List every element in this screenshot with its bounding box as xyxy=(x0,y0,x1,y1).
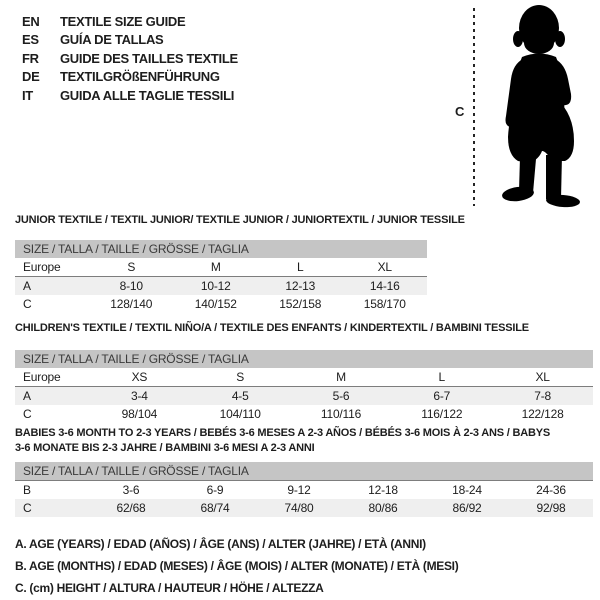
guide-title: GUIDA ALLE TAGLIE TESSILI xyxy=(60,87,235,103)
table-cell: S xyxy=(89,258,174,277)
table-cell: 3-6 xyxy=(122,483,140,497)
row-label: C xyxy=(15,499,89,517)
table-cell: 128/140 xyxy=(110,297,153,311)
table-cell: 116/122 xyxy=(421,407,463,421)
babies-section-title: BABIES 3-6 MONTH TO 2-3 YEARS / BEBÉS 3-6 MESES A 2-3 AÑOS / BÉBÉS 3-6 MOIS À 2-3 ANS / BABYS 3-6 MONATE BIS 2-3 JAHRE / BAMBINI 3-6 MESI A 2-3 ANNI xyxy=(15,427,550,454)
table-cell: 104/110 xyxy=(219,407,261,421)
children-section-title: CHILDREN'S TEXTILE / TEXTIL NIÑO/A / TEXTILE DES ENFANTS / KINDERTEXTIL / BAMBINI TESSILE xyxy=(15,322,529,334)
height-measure-label: C xyxy=(455,104,465,119)
table-cell: 18-24 xyxy=(452,483,482,497)
table-cell: 92/98 xyxy=(509,499,593,517)
guide-title: GUÍA DE TALLAS xyxy=(60,32,164,48)
table-cell: 10-12 xyxy=(174,277,259,296)
table-cell: 14-16 xyxy=(343,277,428,296)
size-header-row xyxy=(15,350,593,368)
table-cell: 152/158 xyxy=(279,297,322,311)
table-row-height xyxy=(15,295,427,313)
junior-size-table xyxy=(15,240,427,313)
table-cell: 74/80 xyxy=(257,499,341,517)
row-label: C xyxy=(23,297,32,311)
table-cell: XL xyxy=(492,368,593,387)
row-label: Europe xyxy=(15,368,89,387)
table-cell: XL xyxy=(343,258,428,277)
junior-section-title: JUNIOR TEXTILE / TEXTIL JUNIOR/ TEXTILE JUNIOR / JUNIORTEXTIL / JUNIOR TESSILE xyxy=(15,214,465,226)
guide-title: GUIDE DES TAILLES TEXTILE xyxy=(60,50,238,66)
row-label: A xyxy=(15,387,89,406)
table-cell: 86/92 xyxy=(425,499,509,517)
legend-age-months: B. AGE (MONTHS) / EDAD (MESES) / ÂGE (MOIS) / ALTER (MONATE) / ETÀ (MESI) xyxy=(15,559,459,573)
lang-row-es xyxy=(22,31,238,50)
table-cell: 158/170 xyxy=(363,297,406,311)
table-cell: 3-4 xyxy=(89,387,190,406)
table-cell: 68/74 xyxy=(173,499,257,517)
table-cell: 6-9 xyxy=(206,483,224,497)
legend-block xyxy=(15,533,458,599)
table-cell: 8-10 xyxy=(89,277,174,296)
language-title-block xyxy=(22,12,238,105)
table-row-height xyxy=(15,499,593,517)
table-cell: 12-13 xyxy=(258,277,343,296)
table-cell: 5-6 xyxy=(291,387,392,406)
table-cell: 7-8 xyxy=(492,387,593,406)
table-cell: XS xyxy=(89,368,190,387)
lang-row-fr xyxy=(22,49,238,68)
lang-row-de xyxy=(22,68,238,87)
table-cell: 110/116 xyxy=(320,407,362,421)
table-row-age xyxy=(15,277,427,296)
baby-silhouette-icon xyxy=(482,2,596,208)
table-row-europe xyxy=(15,368,593,387)
babies-size-table xyxy=(15,462,593,517)
row-label: B xyxy=(23,483,31,497)
table-cell: 24-36 xyxy=(536,483,566,497)
guide-title: TEXTILE SIZE GUIDE xyxy=(60,13,186,29)
lang-code: DE xyxy=(22,69,40,85)
size-header-row xyxy=(15,462,593,481)
row-label: A xyxy=(15,277,89,296)
size-header-label: SIZE / TALLA / TAILLE / GRÖSSE / TAGLIA xyxy=(15,240,427,258)
row-label: Europe xyxy=(15,258,89,277)
table-cell: S xyxy=(190,368,291,387)
table-cell: 122/128 xyxy=(521,407,564,421)
children-size-table xyxy=(15,350,593,423)
lang-code: ES xyxy=(22,32,39,48)
table-cell: 80/86 xyxy=(341,499,425,517)
table-cell: 9-12 xyxy=(287,483,311,497)
lang-row-en xyxy=(22,12,238,31)
size-header-label: SIZE / TALLA / TAILLE / GRÖSSE / TAGLIA xyxy=(15,462,593,481)
table-cell: 4-5 xyxy=(190,387,291,406)
table-cell: 6-7 xyxy=(391,387,492,406)
table-cell: 12-18 xyxy=(368,483,398,497)
table-cell: 62/68 xyxy=(89,499,173,517)
table-cell: L xyxy=(391,368,492,387)
size-header-label: SIZE / TALLA / TAILLE / GRÖSSE / TAGLIA xyxy=(15,350,593,368)
legend-height: C. (cm) HEIGHT / ALTURA / HAUTEUR / HÖHE / ALTEZZA xyxy=(15,581,324,595)
table-cell: M xyxy=(291,368,392,387)
table-row-age xyxy=(15,387,593,406)
lang-code: EN xyxy=(22,13,40,29)
lang-row-it xyxy=(22,86,238,105)
table-row-europe xyxy=(15,258,427,277)
size-header-row xyxy=(15,240,427,258)
table-cell: M xyxy=(174,258,259,277)
table-row-age-months xyxy=(15,481,593,500)
row-label: C xyxy=(23,407,32,421)
table-cell: L xyxy=(258,258,343,277)
lang-code: FR xyxy=(22,50,39,66)
lang-code: IT xyxy=(22,87,33,103)
legend-age-years: A. AGE (YEARS) / EDAD (AÑOS) / ÂGE (ANS) / ALTER (JAHRE) / ETÀ (ANNI) xyxy=(15,537,426,551)
table-row-height xyxy=(15,405,593,423)
table-cell: 98/104 xyxy=(121,407,158,421)
guide-title: TEXTILGRÖßENFÜHRUNG xyxy=(60,69,220,85)
height-dashed-line xyxy=(473,8,475,206)
table-cell: 140/152 xyxy=(194,297,237,311)
